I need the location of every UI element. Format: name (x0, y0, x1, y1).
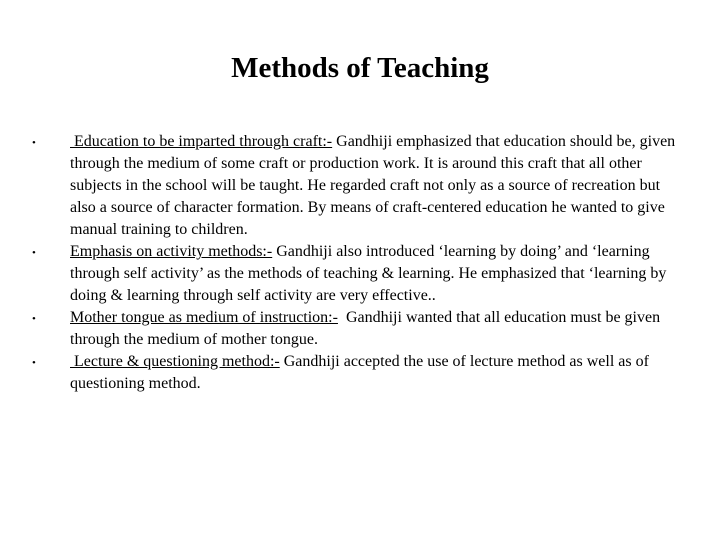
bullet-heading: Mother tongue as medium of instruction:- (70, 309, 338, 326)
bullet-dot-icon: • (32, 313, 36, 325)
bullet-list (0, 131, 720, 395)
bullet-heading: Education to be imparted through craft:- (70, 133, 333, 150)
bullet-dot-icon: • (32, 137, 36, 149)
bullet-body: Gandhiji wanted that all education must be given through the medium of mother tongue. (70, 309, 665, 348)
bullet-body: Gandhiji accepted the use of lecture method as well as of questioning method. (70, 353, 649, 392)
bullet-body: Gandhiji emphasized that education should be, given through the medium of some craft or production work. It is around this craft that all other subjects in the school will be taught. He regarded craft not only as a source of recreation but also a source of character formation. By means of craft-centered education he wanted to give manual training to children. (70, 133, 676, 238)
bullet-dot-icon: • (32, 247, 36, 259)
bullet-heading: Emphasis on activity methods:- (70, 243, 273, 260)
bullet-heading: Lecture & questioning method:- (70, 353, 280, 370)
bullet-item-mother-tongue (0, 307, 680, 351)
bullet-dot-icon: • (32, 357, 36, 369)
bullet-body: Gandhiji also introduced ‘learning by doing’ and ‘learning through self activity’ as the methods of teaching & learning. He emphasized that ‘learning by doing & learning through self activity are very effective.. (70, 243, 667, 304)
bullet-item-activity-methods (0, 241, 680, 307)
bullet-item-lecture (0, 351, 680, 395)
bullet-item-craft (0, 131, 680, 241)
slide-title: Methods of Teaching (231, 52, 489, 84)
